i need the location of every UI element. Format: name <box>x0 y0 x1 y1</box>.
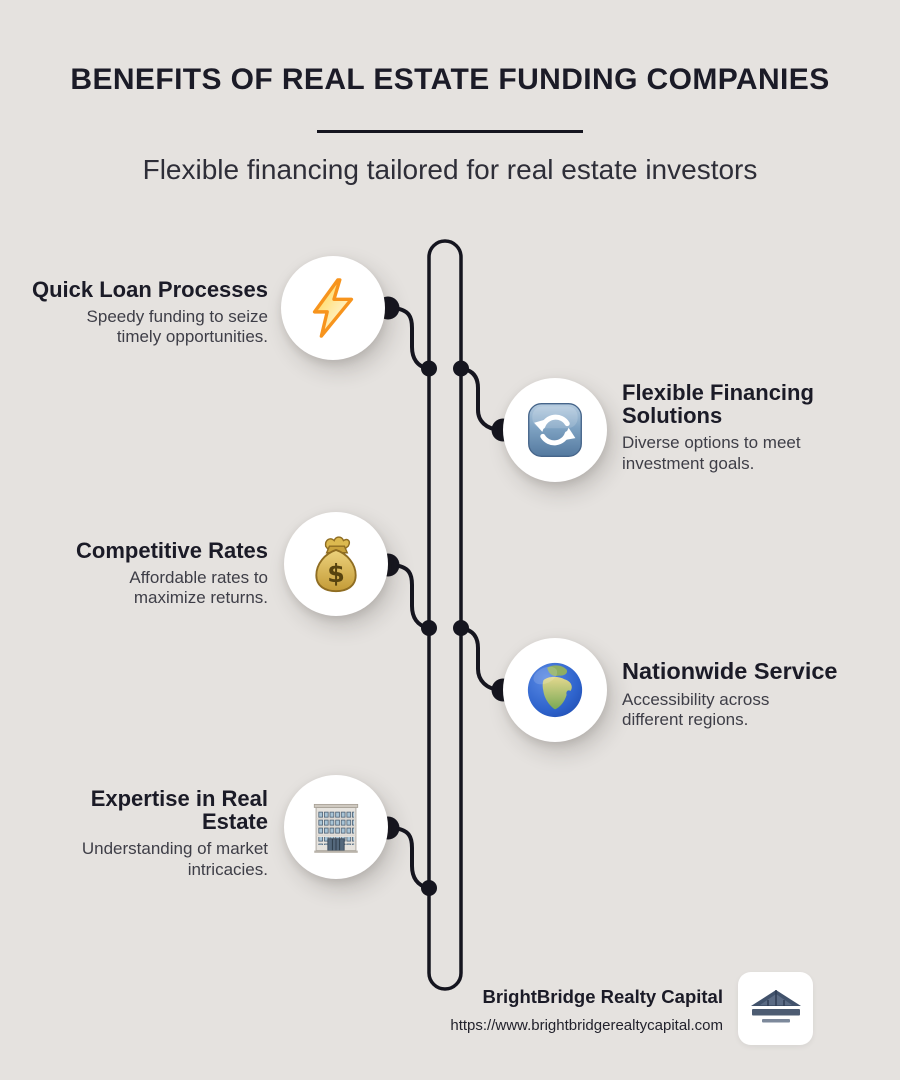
dollar-sign-glyph: $ <box>327 558 345 588</box>
office-building-icon <box>307 798 365 856</box>
connector-dot <box>453 361 469 377</box>
benefit-icon-circle-nationwide-service <box>503 638 607 742</box>
money-bag-icon <box>306 534 366 594</box>
brand-logo-icon <box>748 988 804 1030</box>
benefit-item-expertise-in-real-estate <box>8 787 268 880</box>
refresh-arrows-icon <box>526 401 584 459</box>
connector-curve <box>461 369 500 431</box>
page-subtitle: Flexible financing tailored for real estate investors <box>142 154 758 185</box>
benefit-title: Competitive Rates <box>76 538 268 563</box>
brand-name: BrightBridge Realty Capital <box>482 986 723 1007</box>
benefit-description: Affordable rates to maximize returns. <box>129 568 268 608</box>
brand-logo <box>738 972 813 1045</box>
connector-dot <box>421 880 437 896</box>
timeline-capsule <box>429 241 461 989</box>
brand-url-link[interactable]: https://www.brightbridgerealtycapital.com <box>450 1017 723 1034</box>
benefit-item-nationwide-service <box>622 659 882 730</box>
connector-dot <box>421 620 437 636</box>
page-title: BENEFITS OF REAL ESTATE FUNDING COMPANIES <box>70 63 830 96</box>
benefit-description: Speedy funding to seize timely opportunities. <box>86 307 268 347</box>
benefit-title: Flexible Financing Solutions <box>622 380 814 429</box>
benefit-title: Expertise in Real Estate <box>90 786 268 835</box>
benefit-description: Accessibility across different regions. <box>622 689 770 730</box>
connector-curve <box>461 628 500 690</box>
benefit-title: Nationwide Service <box>622 658 838 684</box>
connector-curve <box>392 308 429 369</box>
benefit-icon-circle-quick-loan <box>281 256 385 360</box>
lightning-bolt-icon <box>302 277 364 339</box>
connector-curve <box>392 565 429 628</box>
benefit-description: Diverse options to meet investment goals. <box>622 433 801 473</box>
title-divider <box>317 130 583 133</box>
benefit-item-competitive-rates <box>8 539 268 609</box>
globe-icon <box>524 659 586 721</box>
benefit-icon-circle-expertise <box>284 775 388 879</box>
footer <box>450 986 723 1034</box>
benefit-item-quick-loan-processes <box>8 278 268 348</box>
benefit-description: Understanding of market intricacies. <box>81 839 268 879</box>
benefit-icon-circle-flexible-financing <box>503 378 607 482</box>
benefit-item-flexible-financing-solutions <box>622 381 862 474</box>
benefit-title: Quick Loan Processes <box>32 277 268 302</box>
connector-dot <box>453 620 469 636</box>
benefit-icon-circle-competitive-rates <box>284 512 388 616</box>
connector-dot <box>421 361 437 377</box>
connector-curve <box>392 828 429 888</box>
